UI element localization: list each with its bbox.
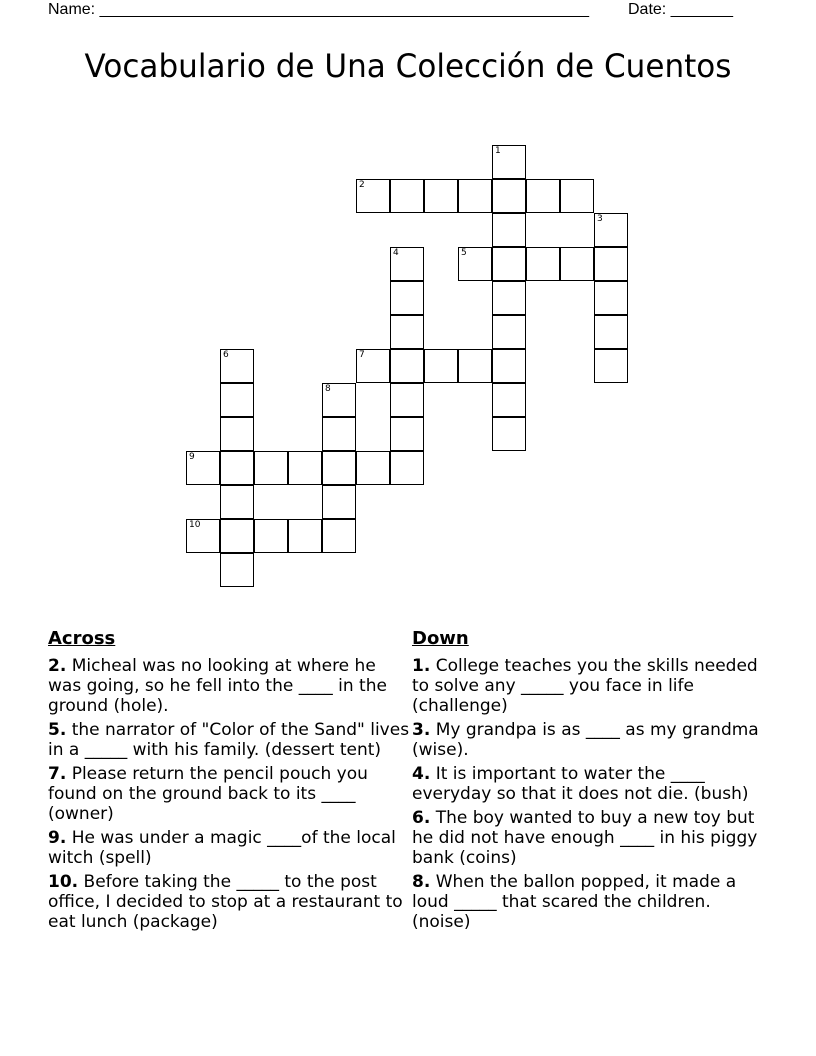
cell-number: 4 — [393, 248, 399, 258]
grid-cell[interactable] — [356, 179, 390, 213]
down-heading: Down — [412, 628, 469, 649]
down-clues — [412, 628, 774, 936]
grid-cell[interactable] — [356, 349, 390, 383]
across-clues — [48, 628, 410, 936]
across-list — [48, 656, 410, 932]
grid-cell[interactable] — [526, 179, 560, 213]
clue-text: Before taking the _____ to the post office, I decided to stop at a restaurant to eat lunch (package) — [48, 872, 403, 932]
grid-cell[interactable] — [220, 383, 254, 417]
down-clue — [412, 656, 774, 716]
grid-cell[interactable] — [492, 315, 526, 349]
clue-text: He was under a magic ____of the local witch (spell) — [48, 828, 396, 868]
grid-cell[interactable] — [186, 519, 220, 553]
grid-cell[interactable] — [220, 417, 254, 451]
grid-cell[interactable] — [492, 281, 526, 315]
name-field-label[interactable]: Name: _______________________________________________________ — [48, 1, 589, 18]
clue-text: the narrator of "Color of the Sand" lives in a _____ with his family. (dessert tent) — [48, 720, 410, 760]
clue-number: 5. — [48, 720, 67, 740]
grid-cell[interactable] — [288, 519, 322, 553]
grid-cell[interactable] — [356, 451, 390, 485]
grid-cell[interactable] — [220, 519, 254, 553]
grid-cell[interactable] — [220, 349, 254, 383]
cell-number: 3 — [597, 214, 603, 224]
clue-text: It is important to water the ____ everyday so that it does not die. (bush) — [412, 764, 749, 804]
cell-number: 10 — [189, 520, 201, 530]
grid-cell[interactable] — [322, 519, 356, 553]
grid-cell[interactable] — [594, 281, 628, 315]
clue-text: My grandpa is as ____ as my grandma (wise). — [412, 720, 759, 760]
grid-cell[interactable] — [594, 349, 628, 383]
grid-cell[interactable] — [492, 247, 526, 281]
down-clue — [412, 764, 774, 804]
grid-cell[interactable] — [390, 383, 424, 417]
grid-cell[interactable] — [254, 451, 288, 485]
clue-text: College teaches you the skills needed to solve any _____ you face in life (challenge) — [412, 656, 758, 716]
grid-cell[interactable] — [560, 247, 594, 281]
grid-cell[interactable] — [492, 383, 526, 417]
grid-cell[interactable] — [322, 485, 356, 519]
across-clue — [48, 828, 410, 868]
clue-text: Micheal was no looking at where he was going, so he fell into the ____ in the ground (hole). — [48, 656, 387, 716]
across-clue — [48, 872, 410, 932]
grid-cell[interactable] — [390, 247, 424, 281]
grid-cell[interactable] — [594, 315, 628, 349]
grid-cell[interactable] — [424, 179, 458, 213]
grid-cell[interactable] — [220, 451, 254, 485]
clue-number: 9. — [48, 828, 67, 848]
clue-text: Please return the pencil pouch you found on the ground back to its ____ (owner) — [48, 764, 368, 824]
grid-cell[interactable] — [390, 281, 424, 315]
grid-cell[interactable] — [492, 145, 526, 179]
down-clue — [412, 720, 774, 760]
clue-number: 4. — [412, 764, 431, 784]
grid-cell[interactable] — [322, 417, 356, 451]
grid-cell[interactable] — [390, 451, 424, 485]
clue-text: When the ballon popped, it made a loud _____ that scared the children. (noise) — [412, 872, 737, 932]
across-heading: Across — [48, 628, 116, 649]
cell-number: 6 — [223, 350, 229, 360]
cell-number: 1 — [495, 146, 501, 156]
grid-cell[interactable] — [560, 179, 594, 213]
clue-number: 8. — [412, 872, 431, 892]
page-title: Vocabulario de Una Colección de Cuentos — [84, 47, 732, 85]
grid-cell[interactable] — [458, 247, 492, 281]
grid-cell[interactable] — [322, 383, 356, 417]
grid-cell[interactable] — [492, 179, 526, 213]
cell-number: 9 — [189, 452, 195, 462]
grid-cell[interactable] — [594, 247, 628, 281]
grid-cell[interactable] — [390, 315, 424, 349]
grid-cell[interactable] — [186, 451, 220, 485]
down-clue — [412, 872, 774, 932]
grid-cell[interactable] — [424, 349, 458, 383]
clue-number: 6. — [412, 808, 431, 828]
grid-cell[interactable] — [492, 417, 526, 451]
clue-number: 2. — [48, 656, 67, 676]
clue-number: 10. — [48, 872, 79, 892]
grid-cell[interactable] — [254, 519, 288, 553]
cell-number: 8 — [325, 384, 331, 394]
grid-cell[interactable] — [322, 451, 356, 485]
grid-cell[interactable] — [492, 349, 526, 383]
down-clue — [412, 808, 774, 868]
grid-cell[interactable] — [390, 349, 424, 383]
across-clue — [48, 764, 410, 824]
grid-cell[interactable] — [526, 247, 560, 281]
across-clue — [48, 720, 410, 760]
grid-cell[interactable] — [458, 349, 492, 383]
date-field-label[interactable]: Date: _______ — [628, 1, 733, 18]
grid-cell[interactable] — [390, 417, 424, 451]
cell-number: 5 — [461, 248, 467, 258]
clue-number: 7. — [48, 764, 67, 784]
across-clue — [48, 656, 410, 716]
grid-cell[interactable] — [458, 179, 492, 213]
grid-cell[interactable] — [594, 213, 628, 247]
cell-number: 7 — [359, 350, 365, 360]
grid-cell[interactable] — [288, 451, 322, 485]
grid-cell[interactable] — [492, 213, 526, 247]
clue-number: 1. — [412, 656, 431, 676]
grid-cell[interactable] — [220, 553, 254, 587]
clue-text: The boy wanted to buy a new toy but he did not have enough ____ in his piggy bank (coins) — [412, 808, 758, 868]
clue-number: 3. — [412, 720, 431, 740]
down-list — [412, 656, 774, 932]
cell-number: 2 — [359, 180, 365, 190]
grid-cell[interactable] — [390, 179, 424, 213]
grid-cell[interactable] — [220, 485, 254, 519]
